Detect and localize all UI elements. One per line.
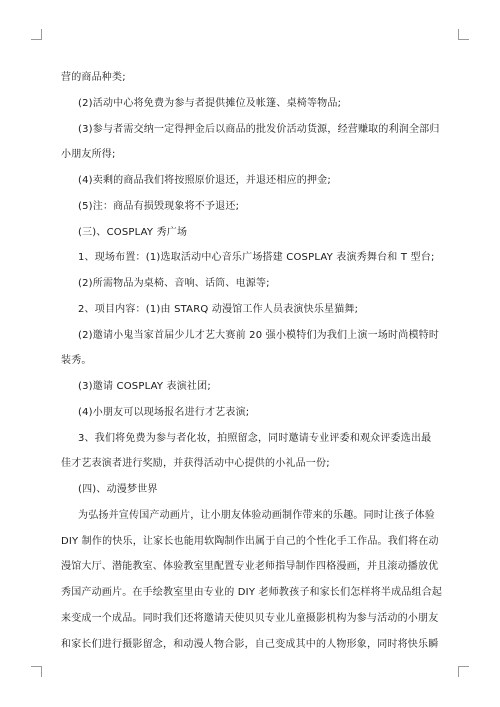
text-line: 和家长们进行摄影留念，和动漫人物合影，自己变成其中的人物形象，同时将快乐瞬 xyxy=(61,638,439,650)
crop-mark-top-right xyxy=(458,29,469,40)
crop-mark-bottom-left xyxy=(31,666,42,677)
text-line: 漫馆大厅、潜能教室、体验教室里配置专业老师指导制作四格漫画，并且滚动播放优 xyxy=(61,561,439,573)
text-line: 秀国产动画片。在手绘教室里由专业的 DIY 老师教孩子和家长们怎样将半成品组合起 xyxy=(61,587,443,598)
text-line: (2)活动中心将免费为参与者提供摊位及帐篷、桌椅等物品; xyxy=(78,97,342,109)
crop-mark-top-left xyxy=(31,29,42,40)
text-line: (2)所需物品为桌椅、音响、话筒、电源等; xyxy=(78,278,270,289)
text-line: (四)、动漫梦世界 xyxy=(78,484,158,495)
text-line: (3)邀请 COSPLAY 表演社团; xyxy=(78,381,211,392)
text-line: (4)卖剩的商品我们将按照原价退还，并退还相应的押金; xyxy=(78,175,331,186)
text-line: 佳才艺表演者进行奖励，并获得活动中心提供的小礼品一份; xyxy=(61,458,330,470)
text-line: 1、现场布置：(1)选取活动中心音乐广场搭建 COSPLAY 表演秀舞台和 T 型台; xyxy=(78,252,435,264)
text-line: 营的商品种类; xyxy=(61,72,126,83)
text-line: 装秀。 xyxy=(61,355,92,367)
text-line: (三)、COSPLAY 秀广场 xyxy=(78,226,188,238)
text-line: DIY 制作的快乐，让家长也能用软陶制作出属于自己的个性化手工作品。我们将在动 xyxy=(61,535,439,547)
crop-mark-bottom-right xyxy=(458,666,469,677)
text-line: 3、我们将免费为参与者化妆，拍照留念，同时邀请专业评委和观众评委选出最 xyxy=(78,432,432,444)
text-line: 来变成一个成品。同时我们还将邀请天使贝贝专业儿童摄影机构为参与活动的小朋友 xyxy=(61,612,439,624)
document-body xyxy=(61,65,445,657)
text-line: 小朋友所得; xyxy=(61,149,116,161)
text-line: 2、项目内容：(1)由 STARQ 动漫馆工作人员表演快乐星猫舞; xyxy=(78,303,359,315)
text-line: 为弘扬并宣传国产动画片，让小朋友体验动画制作带来的乐趣。同时让孩子体验 xyxy=(78,509,435,521)
text-line: (4)小朋友可以现场报名进行才艺表演; xyxy=(78,406,250,418)
text-line: (5)注：商品有损毁现象将不予退还; xyxy=(78,200,240,212)
text-line: (3)参与者需交纳一定得押金后以商品的批发价活动货源，经营赚取的利润全部归 xyxy=(78,123,440,135)
text-line: (2)邀请小鬼当家首届少儿才艺大赛前 20 强小模特们为我们上演一场时尚模特时 xyxy=(78,329,440,341)
